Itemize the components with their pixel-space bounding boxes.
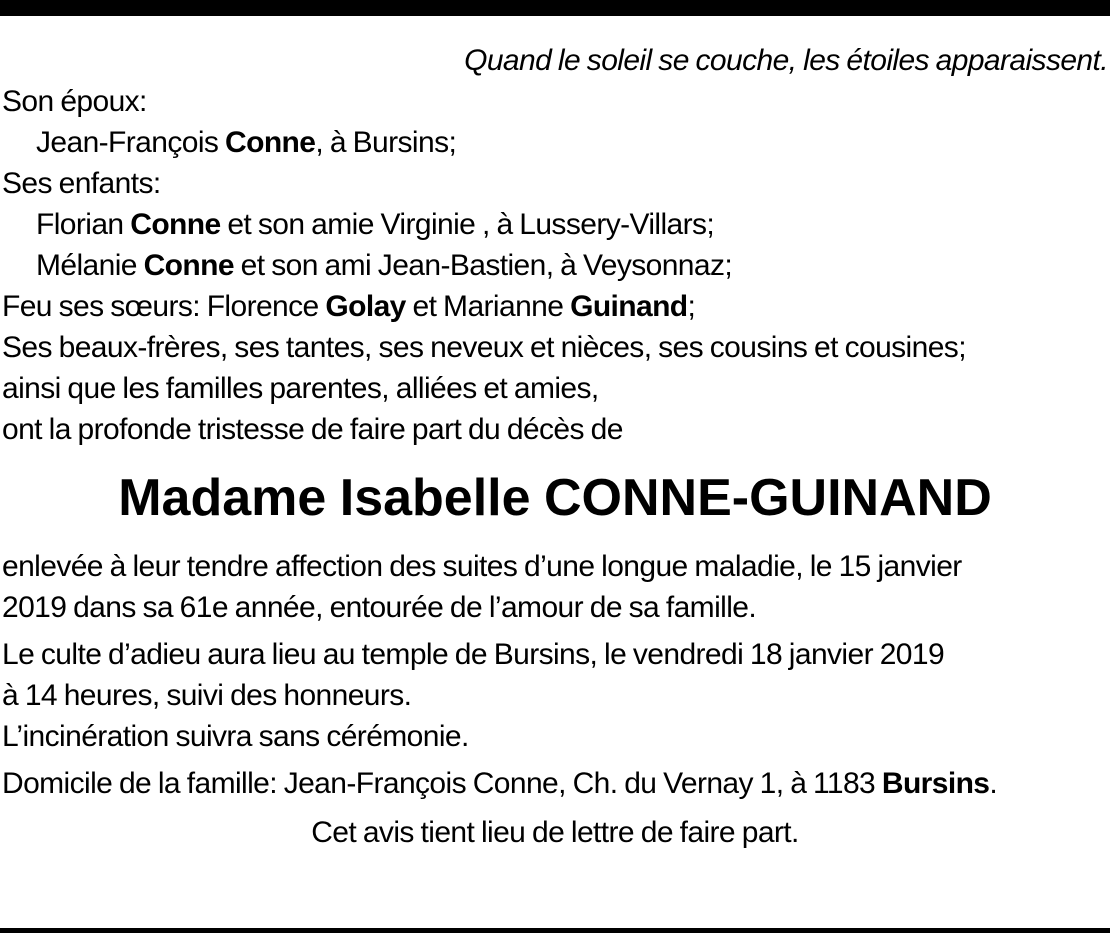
passing-line-2: 2019 dans sa 61e année, entourée de l’amour de sa famille. — [2, 591, 757, 624]
spouse-heading: Son époux: — [2, 85, 147, 118]
sister2-surname: Guinand — [570, 290, 688, 323]
obituary-notice — [2, 40, 1108, 853]
passing-line-1: enlevée à leur tendre affection des suites d’une longue maladie, le 15 janvier — [2, 550, 962, 583]
child2-detail: et son ami Jean-Bastien, à Veysonnaz; — [233, 249, 733, 282]
top-rule — [0, 0, 1110, 16]
sisters-suffix: ; — [687, 290, 696, 323]
child1-detail: et son amie Virginie , à Lussery-Villars; — [220, 208, 715, 241]
spouse-location: , à Bursins; — [315, 126, 457, 159]
sister1-surname: Golay — [325, 290, 406, 323]
domicile-text: Domicile de la famille: Jean-François Conne, Ch. du Vernay 1, à 1183 — [2, 767, 876, 800]
spouse-surname: Conne — [225, 126, 316, 159]
domicile-suffix: . — [989, 767, 998, 800]
child1-surname: Conne — [130, 208, 221, 241]
announcement-line: ont la profonde tristesse de faire part du décès de — [2, 413, 623, 446]
domicile-line — [2, 763, 1108, 804]
bottom-rule — [0, 928, 1110, 933]
relatives-line-1: Ses beaux-frères, ses tantes, ses neveux et nièces, ses cousins et cousines; — [2, 331, 966, 364]
children-heading: Ses enfants: — [2, 167, 161, 200]
child2-surname: Conne — [143, 249, 234, 282]
service-line-1: Le culte d’adieu aura lieu au temple de Bursins, le vendredi 18 janvier 2019 — [2, 638, 945, 671]
service-line-2: à 14 heures, suivi des honneurs. — [2, 679, 412, 712]
child1-first-name: Florian — [36, 208, 124, 241]
child2-first-name: Mélanie — [36, 249, 137, 282]
sisters-middle: et Marianne — [405, 290, 564, 323]
service-line-3: L’incinération suivra sans cérémonie. — [2, 720, 469, 753]
sisters-line — [2, 286, 1108, 327]
relatives-line-2: ainsi que les familles parentes, alliées et amies, — [2, 372, 599, 405]
child-line-1 — [2, 204, 1108, 245]
child-line-2 — [2, 245, 1108, 286]
domicile-place: Bursins — [881, 767, 990, 800]
closing-note: Cet avis tient lieu de lettre de faire part. — [311, 816, 799, 849]
spouse-first-name: Jean-François — [36, 126, 219, 159]
spouse-line — [2, 122, 1108, 163]
epigraph-quote: Quand le soleil se couche, les étoiles apparaissent. — [464, 44, 1108, 77]
sisters-prefix: Feu ses sœurs: Florence — [2, 290, 319, 323]
deceased-name: Madame Isabelle CONNE-GUINAND — [118, 469, 992, 527]
